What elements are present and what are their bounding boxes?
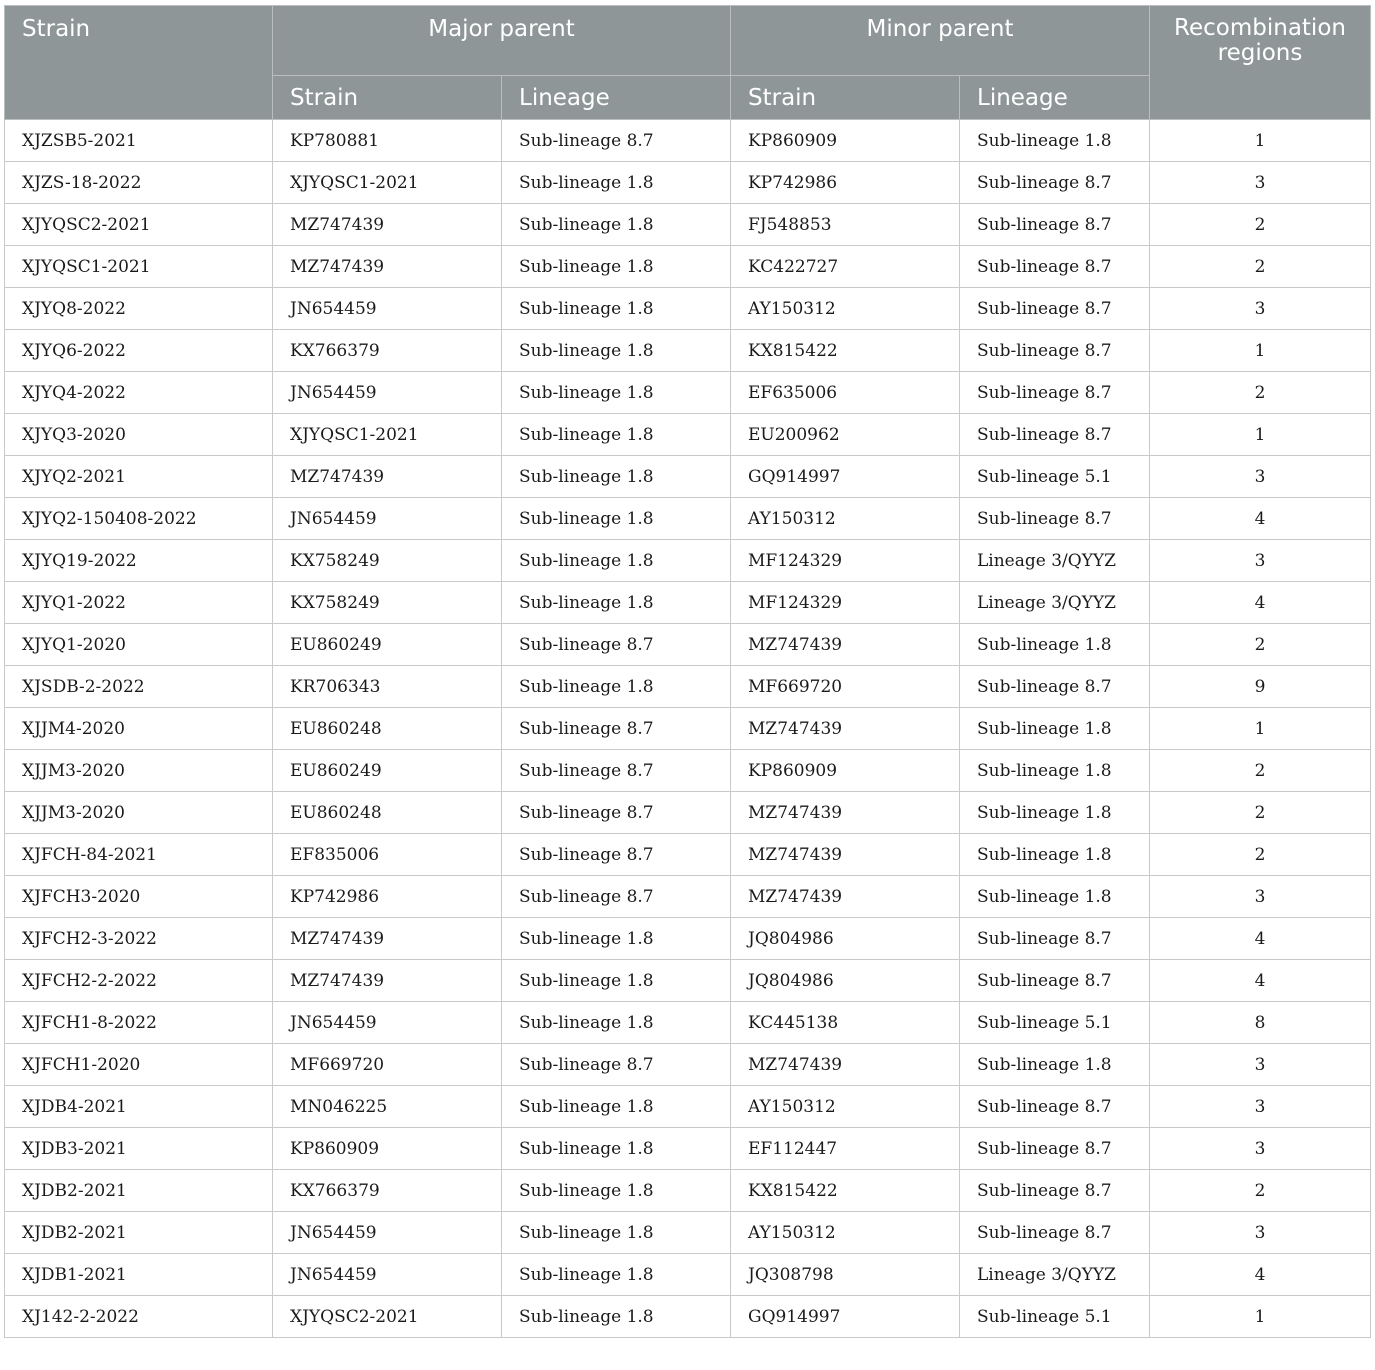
cell-minor-strain: MZ747439 — [731, 792, 960, 834]
cell-minor-strain: KX815422 — [731, 330, 960, 372]
cell-minor-strain: JQ804986 — [731, 960, 960, 1002]
cell-recombination-regions: 1 — [1150, 120, 1371, 162]
table-row — [5, 918, 1371, 960]
cell-major-strain: JN654459 — [273, 1212, 502, 1254]
table-row — [5, 1128, 1371, 1170]
cell-minor-strain: AY150312 — [731, 498, 960, 540]
cell-major-strain: MZ747439 — [273, 456, 502, 498]
table-row — [5, 708, 1371, 750]
cell-strain: XJYQ8-2022 — [5, 288, 273, 330]
cell-minor-lineage: Sub-lineage 1.8 — [960, 120, 1150, 162]
cell-major-strain: JN654459 — [273, 372, 502, 414]
cell-minor-lineage: Sub-lineage 5.1 — [960, 1296, 1150, 1338]
cell-major-lineage: Sub-lineage 1.8 — [502, 1212, 731, 1254]
table-row — [5, 1170, 1371, 1212]
cell-minor-lineage: Sub-lineage 1.8 — [960, 792, 1150, 834]
cell-major-strain: KP742986 — [273, 876, 502, 918]
cell-minor-strain: AY150312 — [731, 1086, 960, 1128]
cell-major-lineage: Sub-lineage 1.8 — [502, 960, 731, 1002]
cell-major-lineage: Sub-lineage 1.8 — [502, 1254, 731, 1296]
cell-major-lineage: Sub-lineage 1.8 — [502, 582, 731, 624]
cell-recombination-regions: 2 — [1150, 624, 1371, 666]
cell-major-lineage: Sub-lineage 1.8 — [502, 666, 731, 708]
table-row — [5, 792, 1371, 834]
cell-minor-strain: KP860909 — [731, 120, 960, 162]
table-row — [5, 750, 1371, 792]
cell-major-strain: JN654459 — [273, 1254, 502, 1296]
cell-minor-lineage: Sub-lineage 8.7 — [960, 372, 1150, 414]
cell-strain: XJFCH-84-2021 — [5, 834, 273, 876]
cell-major-strain: EU860248 — [273, 708, 502, 750]
cell-minor-strain: MZ747439 — [731, 624, 960, 666]
cell-major-strain: JN654459 — [273, 498, 502, 540]
table-body — [5, 120, 1371, 1338]
cell-strain: XJJM4-2020 — [5, 708, 273, 750]
cell-major-lineage: Sub-lineage 1.8 — [502, 1128, 731, 1170]
table-row — [5, 666, 1371, 708]
table-row — [5, 582, 1371, 624]
cell-minor-lineage: Lineage 3/QYYZ — [960, 582, 1150, 624]
cell-strain: XJDB2-2021 — [5, 1170, 273, 1212]
cell-minor-strain: AY150312 — [731, 288, 960, 330]
table-row — [5, 204, 1371, 246]
cell-major-lineage: Sub-lineage 8.7 — [502, 834, 731, 876]
cell-major-lineage: Sub-lineage 8.7 — [502, 792, 731, 834]
cell-major-lineage: Sub-lineage 1.8 — [502, 162, 731, 204]
cell-strain: XJYQ19-2022 — [5, 540, 273, 582]
cell-major-lineage: Sub-lineage 1.8 — [502, 1086, 731, 1128]
cell-strain: XJFCH2-3-2022 — [5, 918, 273, 960]
cell-recombination-regions: 4 — [1150, 918, 1371, 960]
cell-major-lineage: Sub-lineage 1.8 — [502, 246, 731, 288]
cell-major-strain: JN654459 — [273, 1002, 502, 1044]
cell-minor-strain: FJ548853 — [731, 204, 960, 246]
cell-major-lineage: Sub-lineage 8.7 — [502, 624, 731, 666]
cell-minor-lineage: Sub-lineage 8.7 — [960, 498, 1150, 540]
header-minor-lineage: Lineage — [960, 76, 1150, 120]
cell-major-strain: KP780881 — [273, 120, 502, 162]
cell-minor-lineage: Sub-lineage 1.8 — [960, 708, 1150, 750]
cell-strain: XJYQ2-2021 — [5, 456, 273, 498]
cell-recombination-regions: 1 — [1150, 330, 1371, 372]
cell-strain: XJDB1-2021 — [5, 1254, 273, 1296]
cell-minor-strain: KX815422 — [731, 1170, 960, 1212]
cell-major-strain: XJYQSC2-2021 — [273, 1296, 502, 1338]
header-major-strain: Strain — [273, 76, 502, 120]
table-row — [5, 372, 1371, 414]
cell-major-strain: KP860909 — [273, 1128, 502, 1170]
table-row — [5, 834, 1371, 876]
cell-strain: XJYQSC2-2021 — [5, 204, 273, 246]
cell-major-strain: MF669720 — [273, 1044, 502, 1086]
cell-recombination-regions: 3 — [1150, 1212, 1371, 1254]
cell-recombination-regions: 4 — [1150, 1254, 1371, 1296]
cell-major-lineage: Sub-lineage 1.8 — [502, 414, 731, 456]
cell-strain: XJDB3-2021 — [5, 1128, 273, 1170]
cell-recombination-regions: 9 — [1150, 666, 1371, 708]
table-row — [5, 456, 1371, 498]
cell-minor-strain: JQ308798 — [731, 1254, 960, 1296]
cell-recombination-regions: 4 — [1150, 960, 1371, 1002]
cell-minor-strain: MF669720 — [731, 666, 960, 708]
cell-minor-lineage: Sub-lineage 8.7 — [960, 288, 1150, 330]
cell-major-strain: EF835006 — [273, 834, 502, 876]
cell-minor-lineage: Sub-lineage 8.7 — [960, 960, 1150, 1002]
cell-major-strain: MZ747439 — [273, 918, 502, 960]
header-major-parent: Major parent — [273, 6, 731, 76]
cell-strain: XJYQSC1-2021 — [5, 246, 273, 288]
cell-strain: XJFCH2-2-2022 — [5, 960, 273, 1002]
cell-minor-lineage: Sub-lineage 8.7 — [960, 1086, 1150, 1128]
table-row — [5, 1212, 1371, 1254]
table-row — [5, 1086, 1371, 1128]
cell-minor-lineage: Sub-lineage 8.7 — [960, 414, 1150, 456]
cell-minor-strain: KC445138 — [731, 1002, 960, 1044]
cell-minor-lineage: Sub-lineage 1.8 — [960, 876, 1150, 918]
cell-major-lineage: Sub-lineage 8.7 — [502, 876, 731, 918]
cell-major-lineage: Sub-lineage 1.8 — [502, 288, 731, 330]
cell-major-lineage: Sub-lineage 1.8 — [502, 498, 731, 540]
cell-major-strain: EU860249 — [273, 624, 502, 666]
table-row — [5, 1044, 1371, 1086]
cell-recombination-regions: 3 — [1150, 1044, 1371, 1086]
table-row — [5, 960, 1371, 1002]
cell-minor-lineage: Sub-lineage 8.7 — [960, 246, 1150, 288]
cell-minor-lineage: Sub-lineage 8.7 — [960, 1128, 1150, 1170]
cell-recombination-regions: 3 — [1150, 1086, 1371, 1128]
header-minor-strain: Strain — [731, 76, 960, 120]
cell-strain: XJDB4-2021 — [5, 1086, 273, 1128]
cell-major-lineage: Sub-lineage 1.8 — [502, 1296, 731, 1338]
cell-major-strain: XJYQSC1-2021 — [273, 162, 502, 204]
cell-minor-strain: KC422727 — [731, 246, 960, 288]
cell-major-strain: KX758249 — [273, 540, 502, 582]
header-minor-parent: Minor parent — [731, 6, 1150, 76]
cell-strain: XJ142-2-2022 — [5, 1296, 273, 1338]
table-row — [5, 288, 1371, 330]
cell-minor-strain: EF112447 — [731, 1128, 960, 1170]
cell-major-lineage: Sub-lineage 1.8 — [502, 1170, 731, 1212]
cell-minor-strain: MZ747439 — [731, 834, 960, 876]
cell-minor-strain: KP742986 — [731, 162, 960, 204]
cell-recombination-regions: 3 — [1150, 288, 1371, 330]
cell-recombination-regions: 2 — [1150, 750, 1371, 792]
table-row — [5, 246, 1371, 288]
cell-minor-lineage: Sub-lineage 8.7 — [960, 162, 1150, 204]
cell-strain: XJYQ2-150408-2022 — [5, 498, 273, 540]
cell-strain: XJFCH3-2020 — [5, 876, 273, 918]
cell-recombination-regions: 4 — [1150, 498, 1371, 540]
cell-minor-strain: GQ914997 — [731, 456, 960, 498]
cell-strain: XJZS-18-2022 — [5, 162, 273, 204]
cell-minor-lineage: Sub-lineage 8.7 — [960, 1170, 1150, 1212]
cell-minor-lineage: Sub-lineage 8.7 — [960, 330, 1150, 372]
cell-strain: XJJM3-2020 — [5, 750, 273, 792]
cell-strain: XJFCH1-8-2022 — [5, 1002, 273, 1044]
cell-major-strain: XJYQSC1-2021 — [273, 414, 502, 456]
cell-minor-lineage: Sub-lineage 1.8 — [960, 750, 1150, 792]
cell-major-strain: MN046225 — [273, 1086, 502, 1128]
cell-major-lineage: Sub-lineage 1.8 — [502, 540, 731, 582]
cell-minor-lineage: Sub-lineage 8.7 — [960, 1212, 1150, 1254]
cell-major-lineage: Sub-lineage 8.7 — [502, 1044, 731, 1086]
cell-major-lineage: Sub-lineage 8.7 — [502, 750, 731, 792]
cell-recombination-regions: 3 — [1150, 540, 1371, 582]
cell-strain: XJFCH1-2020 — [5, 1044, 273, 1086]
cell-major-strain: KR706343 — [273, 666, 502, 708]
cell-major-strain: JN654459 — [273, 288, 502, 330]
cell-recombination-regions: 1 — [1150, 708, 1371, 750]
cell-major-lineage: Sub-lineage 1.8 — [502, 1002, 731, 1044]
table-row — [5, 414, 1371, 456]
cell-major-lineage: Sub-lineage 8.7 — [502, 708, 731, 750]
table-row — [5, 1296, 1371, 1338]
cell-minor-strain: GQ914997 — [731, 1296, 960, 1338]
cell-major-strain: KX758249 — [273, 582, 502, 624]
cell-major-lineage: Sub-lineage 1.8 — [502, 456, 731, 498]
cell-recombination-regions: 3 — [1150, 456, 1371, 498]
cell-major-strain: KX766379 — [273, 1170, 502, 1212]
table-row — [5, 330, 1371, 372]
cell-minor-lineage: Sub-lineage 8.7 — [960, 918, 1150, 960]
table-row — [5, 498, 1371, 540]
cell-minor-lineage: Sub-lineage 1.8 — [960, 624, 1150, 666]
cell-minor-strain: MF124329 — [731, 582, 960, 624]
header-recombination-regions: Recombination regions — [1150, 6, 1371, 120]
cell-recombination-regions: 2 — [1150, 372, 1371, 414]
cell-recombination-regions: 3 — [1150, 876, 1371, 918]
cell-minor-strain: MZ747439 — [731, 876, 960, 918]
cell-minor-lineage: Sub-lineage 5.1 — [960, 456, 1150, 498]
cell-minor-lineage: Lineage 3/QYYZ — [960, 540, 1150, 582]
table-header — [5, 6, 1371, 120]
cell-major-strain: MZ747439 — [273, 204, 502, 246]
cell-recombination-regions: 2 — [1150, 246, 1371, 288]
cell-minor-strain: MF124329 — [731, 540, 960, 582]
table-row — [5, 162, 1371, 204]
cell-major-strain: MZ747439 — [273, 246, 502, 288]
cell-minor-lineage: Sub-lineage 1.8 — [960, 1044, 1150, 1086]
cell-strain: XJDB2-2021 — [5, 1212, 273, 1254]
cell-minor-lineage: Lineage 3/QYYZ — [960, 1254, 1150, 1296]
cell-major-strain: KX766379 — [273, 330, 502, 372]
cell-recombination-regions: 2 — [1150, 204, 1371, 246]
cell-major-lineage: Sub-lineage 1.8 — [502, 372, 731, 414]
cell-major-lineage: Sub-lineage 1.8 — [502, 204, 731, 246]
cell-recombination-regions: 3 — [1150, 1128, 1371, 1170]
cell-major-lineage: Sub-lineage 1.8 — [502, 330, 731, 372]
cell-major-strain: EU860249 — [273, 750, 502, 792]
cell-strain: XJSDB-2-2022 — [5, 666, 273, 708]
cell-major-strain: MZ747439 — [273, 960, 502, 1002]
table-row — [5, 120, 1371, 162]
cell-minor-strain: EU200962 — [731, 414, 960, 456]
cell-strain: XJYQ1-2022 — [5, 582, 273, 624]
cell-recombination-regions: 2 — [1150, 834, 1371, 876]
table-container — [4, 5, 1370, 1338]
table-row — [5, 540, 1371, 582]
cell-minor-strain: EF635006 — [731, 372, 960, 414]
cell-strain: XJYQ1-2020 — [5, 624, 273, 666]
cell-recombination-regions: 3 — [1150, 162, 1371, 204]
cell-strain: XJYQ6-2022 — [5, 330, 273, 372]
cell-strain: XJZSB5-2021 — [5, 120, 273, 162]
cell-strain: XJYQ3-2020 — [5, 414, 273, 456]
header-major-lineage: Lineage — [502, 76, 731, 120]
cell-major-strain: EU860248 — [273, 792, 502, 834]
cell-minor-lineage: Sub-lineage 1.8 — [960, 834, 1150, 876]
cell-recombination-regions: 2 — [1150, 1170, 1371, 1212]
cell-minor-strain: JQ804986 — [731, 918, 960, 960]
cell-recombination-regions: 4 — [1150, 582, 1371, 624]
cell-recombination-regions: 1 — [1150, 414, 1371, 456]
table-row — [5, 624, 1371, 666]
cell-recombination-regions: 1 — [1150, 1296, 1371, 1338]
cell-strain: XJYQ4-2022 — [5, 372, 273, 414]
cell-minor-lineage: Sub-lineage 8.7 — [960, 204, 1150, 246]
cell-minor-strain: MZ747439 — [731, 1044, 960, 1086]
cell-minor-strain: MZ747439 — [731, 708, 960, 750]
cell-minor-lineage: Sub-lineage 5.1 — [960, 1002, 1150, 1044]
table-row — [5, 1002, 1371, 1044]
table-row — [5, 1254, 1371, 1296]
cell-minor-lineage: Sub-lineage 8.7 — [960, 666, 1150, 708]
header-strain: Strain — [5, 6, 273, 120]
cell-minor-strain: AY150312 — [731, 1212, 960, 1254]
cell-minor-strain: KP860909 — [731, 750, 960, 792]
table-row — [5, 876, 1371, 918]
cell-major-lineage: Sub-lineage 8.7 — [502, 120, 731, 162]
recombination-table — [4, 5, 1371, 1338]
cell-recombination-regions: 2 — [1150, 792, 1371, 834]
cell-major-lineage: Sub-lineage 1.8 — [502, 918, 731, 960]
cell-recombination-regions: 8 — [1150, 1002, 1371, 1044]
cell-strain: XJJM3-2020 — [5, 792, 273, 834]
